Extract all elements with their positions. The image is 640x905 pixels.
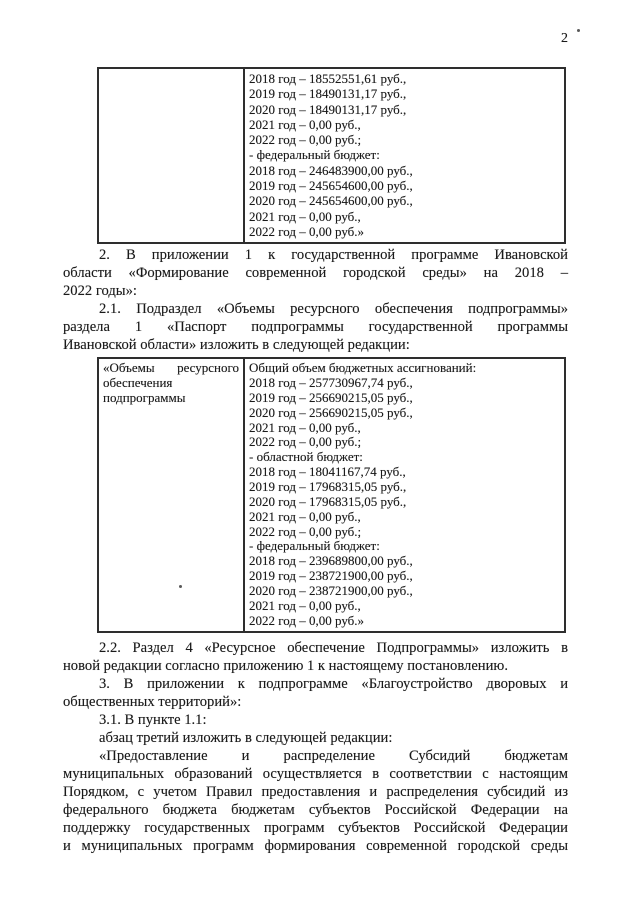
text-line: 2019 год – 18490131,17 руб., bbox=[249, 86, 407, 102]
text-line: подпрограммы bbox=[103, 389, 186, 405]
text-line: 2019 год – 238721900,00 руб., bbox=[249, 568, 413, 584]
text-line: 2021 год – 0,00 руб., bbox=[249, 597, 361, 613]
text-line: 2020 год – 18490131,17 руб., bbox=[249, 101, 407, 117]
text-line: 2.2. Раздел 4 «Ресурсное обеспечение Подпрограммы» изложить в bbox=[99, 640, 568, 657]
paragraph-2 bbox=[63, 246, 568, 300]
text-line: области «Формирование современной городской среды» на 2018 – bbox=[63, 265, 568, 282]
paragraph-3-1 bbox=[63, 711, 568, 729]
text-line: 2. В приложении 1 к государственной программе Ивановской bbox=[99, 247, 568, 264]
text-line: 2020 год – 256690215,05 руб., bbox=[249, 404, 413, 420]
text-line: 2019 год – 245654600,00 руб., bbox=[249, 178, 413, 194]
text-line: 2018 год – 18041167,74 руб., bbox=[249, 464, 406, 480]
text-line: 2021 год – 0,00 руб., bbox=[249, 208, 361, 224]
paragraph-quote bbox=[63, 747, 568, 855]
text-line: 2018 год – 239689800,00 руб., bbox=[249, 553, 413, 569]
text-line: 3.1. В пункте 1.1: bbox=[99, 712, 207, 729]
text-line: 2022 год – 0,00 руб.» bbox=[249, 223, 365, 239]
text-line: - федеральный бюджет: bbox=[249, 538, 380, 554]
text-line: 2022 год – 0,00 руб.; bbox=[249, 523, 362, 539]
table2-value-cell bbox=[244, 358, 565, 632]
text-line: «Предоставление и распределение Субсидий бюджетам bbox=[99, 748, 568, 765]
table-row bbox=[98, 68, 565, 243]
text-line: раздела 1 «Паспорт подпрограммы государственной программы bbox=[63, 319, 568, 336]
section-2-block bbox=[63, 246, 568, 354]
text-line: 2020 год – 238721900,00 руб., bbox=[249, 582, 413, 598]
text-line: 2022 год – 0,00 руб.; bbox=[249, 434, 362, 450]
text-line: 2019 год – 256690215,05 руб., bbox=[249, 389, 413, 405]
resource-volume-table bbox=[97, 357, 566, 633]
text-line: обеспечения bbox=[103, 375, 173, 391]
text-line: муниципальных образований осуществляется в соответствии с настоящим bbox=[63, 766, 568, 783]
text-line: 2022 год – 0,00 руб.; bbox=[249, 132, 362, 148]
text-line: 2020 год – 17968315,05 руб., bbox=[249, 493, 407, 509]
text-line: Ивановской области» изложить в следующей редакции: bbox=[63, 337, 410, 354]
paragraph-3-1-intro bbox=[63, 729, 568, 747]
text-line: федерального бюджета бюджетам субъектов Российской Федерации на bbox=[63, 802, 568, 819]
table1-value-lines bbox=[249, 71, 560, 239]
section-3-block bbox=[63, 639, 568, 855]
table1-term-cell bbox=[98, 68, 244, 243]
paragraph-2-1 bbox=[63, 300, 568, 354]
text-line: Общий объем бюджетных ассигнований: bbox=[249, 360, 477, 376]
text-line: абзац третий изложить в следующей редакции: bbox=[99, 730, 393, 747]
text-line: поддержку государственных программ субъектов Российской Федерации bbox=[63, 820, 568, 837]
text-line: 2018 год – 257730967,74 руб., bbox=[249, 375, 413, 391]
table1-value-cell bbox=[244, 68, 565, 243]
paragraph-2-2 bbox=[63, 639, 568, 675]
text-line: 2021 год – 0,00 руб., bbox=[249, 508, 361, 524]
text-line: 2018 год – 18552551,61 руб., bbox=[249, 71, 407, 86]
text-line: 2020 год – 245654600,00 руб., bbox=[249, 193, 413, 209]
budget-table-continuation bbox=[97, 67, 566, 244]
text-line: 2021 год – 0,00 руб., bbox=[249, 116, 361, 132]
table2-term-cell bbox=[98, 358, 244, 632]
text-line: 2019 год – 17968315,05 руб., bbox=[249, 479, 407, 495]
text-line: 2022 годы»: bbox=[63, 283, 137, 300]
text-line: 2021 год – 0,00 руб., bbox=[249, 419, 361, 435]
text-line: Порядком, с учетом Правил предоставления и распределения субсидий из bbox=[63, 784, 568, 801]
text-line: «Объемы ресурсного bbox=[103, 360, 239, 376]
table-row bbox=[98, 358, 565, 632]
scan-speck bbox=[179, 585, 182, 588]
table2-value-lines bbox=[249, 361, 560, 628]
table2-term-lines bbox=[103, 361, 239, 406]
page-content bbox=[0, 67, 640, 855]
text-line: 2022 год – 0,00 руб.» bbox=[249, 612, 365, 628]
text-line: 2.1. Подраздел «Объемы ресурсного обеспечения подпрограммы» bbox=[99, 301, 568, 318]
page-number: 2 bbox=[561, 31, 568, 46]
text-line: и муниципальных программ формирования современной городской среды bbox=[63, 838, 568, 855]
text-line: общественных территорий»: bbox=[63, 694, 242, 711]
scan-speck bbox=[577, 29, 580, 32]
text-line: 2018 год – 246483900,00 руб., bbox=[249, 162, 413, 178]
text-line: новой редакции согласно приложению 1 к настоящему постановлению. bbox=[63, 658, 508, 675]
text-line: - федеральный бюджет: bbox=[249, 147, 380, 163]
text-line: 3. В приложении к подпрограмме «Благоустройство дворовых и bbox=[99, 676, 568, 693]
text-line: - областной бюджет: bbox=[249, 449, 363, 465]
paragraph-3 bbox=[63, 675, 568, 711]
